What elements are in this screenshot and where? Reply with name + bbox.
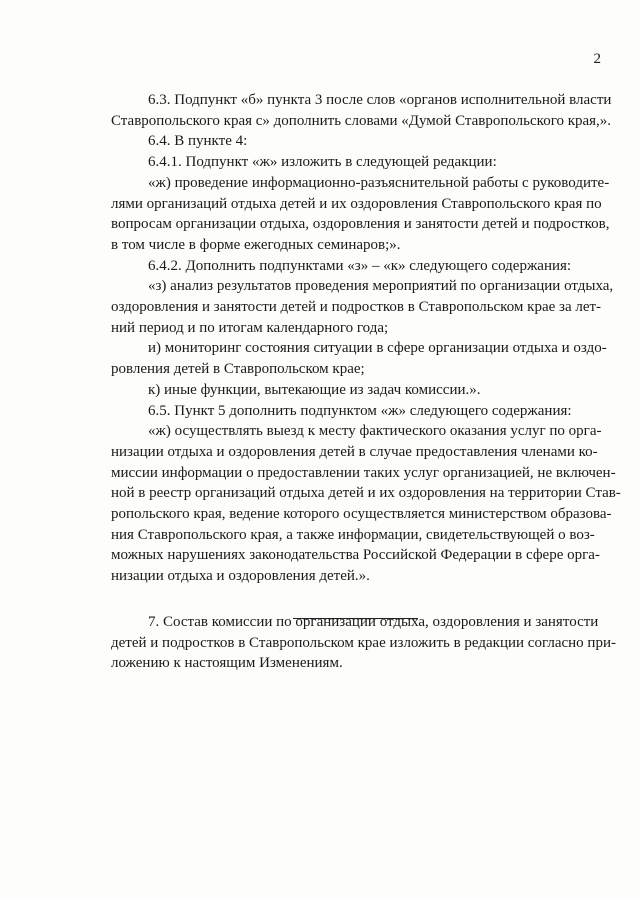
text-line: ния Ставропольского края, а также информации, свидетельствующей о воз-	[111, 526, 595, 543]
text-line: 6.4.2. Дополнить подпунктами «з» – «к» следующего содержания:	[148, 257, 572, 274]
text-line: 6.4.1. Подпункт «ж» изложить в следующей редакции:	[148, 154, 497, 171]
section-part-2	[111, 612, 616, 674]
text-line: «ж) осуществлять выезд к месту фактического оказания услуг по орга-	[148, 423, 602, 440]
document-body	[111, 90, 621, 674]
text-line: Ставропольского края с» дополнить словами «Думой Ставропольского края,».	[111, 112, 612, 129]
text-line: можных нарушениях законодательства Российской Федерации в сфере орга-	[111, 547, 600, 564]
text-line: ной в реестр организаций отдыха детей и их оздоровления на территории Став-	[111, 485, 621, 502]
text-line: ложению к настоящим Изменениям.	[111, 655, 343, 672]
text-line: в том числе в форме ежегодных семинаров;».	[111, 236, 401, 253]
text-line: ровления детей в Ставропольском крае;	[111, 361, 365, 378]
text-line: ний период и по итогам календарного года;	[111, 319, 389, 336]
text-line: миссии информации о предоставлении таких услуг организацией, не включен-	[111, 464, 616, 481]
text-line: и) мониторинг состояния ситуации в сфере организации отдыха и оздо-	[148, 340, 607, 357]
page-number: 2	[593, 51, 601, 67]
text-line: к) иные функции, вытекающие из задач комиссии.».	[148, 381, 481, 398]
text-line: «ж) проведение информационно-разъяснительной работы с руководите-	[148, 174, 610, 191]
closing-divider-line	[293, 618, 418, 619]
section-part-1	[111, 90, 621, 587]
text-line: 6.3. Подпункт «б» пункта 3 после слов «органов исполнительной власти	[148, 92, 612, 108]
text-line: детей и подростков в Ставропольском крае изложить в редакции согласно при-	[111, 634, 616, 651]
text-line: вопросам организации отдыха, оздоровления и занятости детей и подростков,	[111, 216, 610, 233]
text-line: лями организаций отдыха детей и их оздоровления Ставропольского края по	[111, 195, 602, 212]
text-line: оздоровления и занятости детей и подростков в Ставропольском крае за лет-	[111, 299, 602, 316]
text-line: низации отдыха и оздоровления детей в случае предоставления членами ко-	[111, 443, 598, 460]
text-line: ропольского края, ведение которого осуществляется министерством образова-	[111, 506, 612, 523]
paragraph-gap	[111, 587, 605, 612]
text-line: 6.5. Пункт 5 дополнить подпунктом «ж» следующего содержания:	[148, 402, 572, 419]
text-line: низации отдыха и оздоровления детей.».	[111, 568, 370, 585]
text-line: 6.4. В пункте 4:	[148, 133, 248, 150]
text-line: «з) анализ результатов проведения мероприятий по организации отдыха,	[148, 278, 614, 295]
text-line: 7. Состав комиссии по организации отдыха, оздоровления и занятости	[148, 613, 599, 630]
